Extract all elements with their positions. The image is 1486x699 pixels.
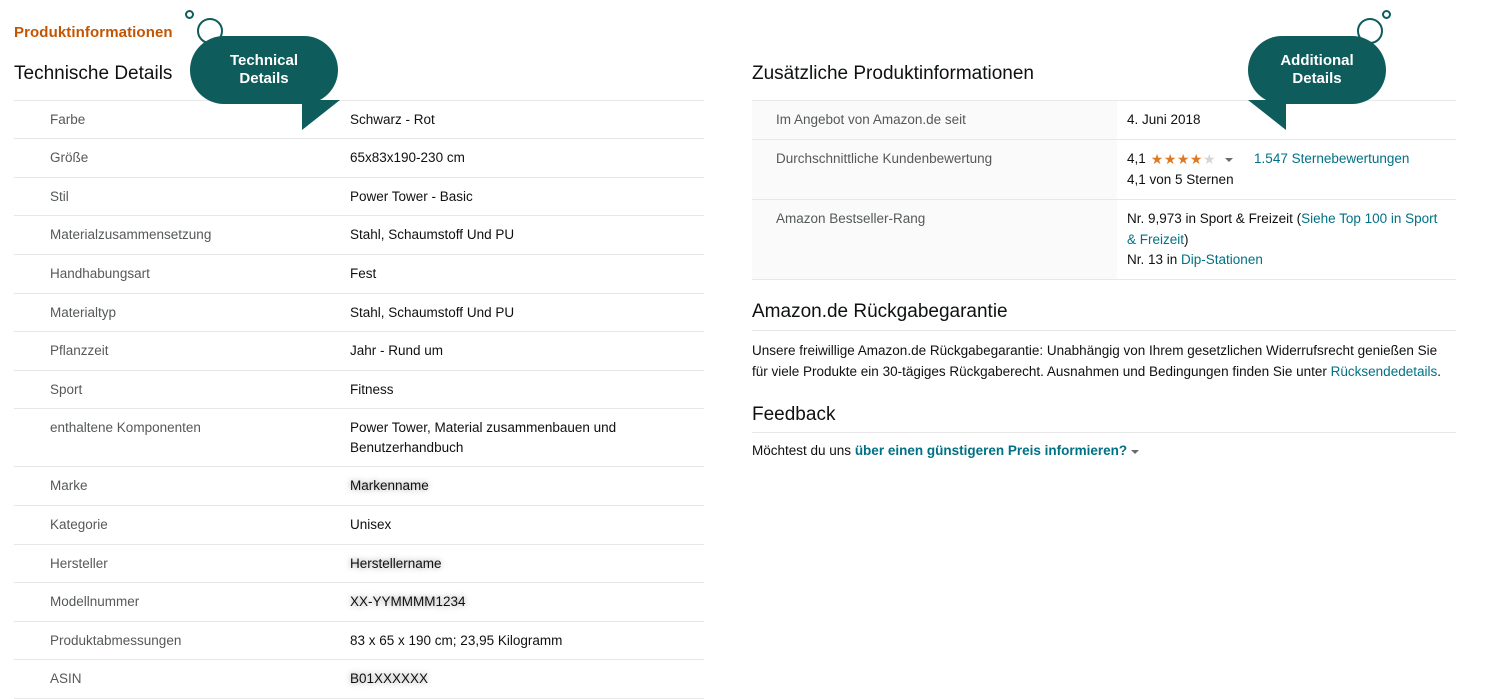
callout-tail <box>1248 100 1286 130</box>
table-row <box>14 100 704 139</box>
row-value-rating <box>1117 140 1456 200</box>
table-row <box>14 505 704 544</box>
return-details-link[interactable]: Rücksendedetails <box>1330 363 1438 379</box>
row-value: Stahl, Schaumstoff Und PU <box>350 304 515 320</box>
row-label: Amazon Bestseller-Rang <box>752 200 1117 280</box>
row-label: Sport <box>50 381 83 397</box>
callout-line-2: Details <box>239 70 289 87</box>
top-100-link[interactable]: Siehe Top 100 in Sport & Freizeit <box>1127 211 1438 247</box>
callout-bubble-circle-large-right <box>1357 18 1383 44</box>
row-label: Im Angebot von Amazon.de seit <box>752 100 1117 139</box>
row-label: Handhabungsart <box>50 266 150 281</box>
lower-price-link[interactable]: über einen günstigeren Preis informieren? <box>854 443 1128 459</box>
table-row <box>14 621 704 660</box>
table-row <box>14 332 704 371</box>
row-label: ASIN <box>50 671 82 687</box>
feedback-prefix: Möchtest du uns <box>752 443 855 459</box>
technical-details-title: Technische Details <box>14 63 173 84</box>
row-label: Materialzusammensetzung <box>50 227 212 243</box>
row-label: Produktabmessungen <box>50 632 182 648</box>
callout-technical-details <box>190 36 338 104</box>
row-value: Jahr - Rund um <box>350 343 444 359</box>
table-row <box>14 255 704 294</box>
page-section-label: Produktinformationen <box>14 24 173 41</box>
callout-additional-details <box>1248 36 1386 104</box>
callout-tail <box>302 100 340 130</box>
row-value: Schwarz - Rot <box>350 111 435 127</box>
dip-stations-link[interactable]: Dip-Stationen <box>1181 251 1263 267</box>
table-row <box>14 409 704 467</box>
additional-info-title: Zusätzliche Produktinformationen <box>752 63 1034 84</box>
row-value-redacted: B01XXXXXX <box>350 671 429 687</box>
row-label: Hersteller <box>50 555 108 571</box>
callout-line-1: Additional <box>1280 52 1354 69</box>
row-value: 4. Juni 2018 <box>1127 111 1201 127</box>
bestseller-sub-prefix: Nr. 13 in <box>1127 251 1182 267</box>
callout-line-1: Technical <box>229 52 299 69</box>
row-label: Größe <box>50 150 89 166</box>
row-label: Materialtyp <box>50 304 117 320</box>
row-label: Durchschnittliche Kundenbewertung <box>752 140 1117 200</box>
table-row <box>14 177 704 216</box>
guarantee-body-end: . <box>1437 363 1441 379</box>
table-row-rating <box>752 140 1456 200</box>
guarantee-body: Unsere freiwillige Amazon.de Rückgabegarantie: Unabhängig von Ihrem gesetzlichen Widerrufsrecht genießen Sie für viele Produkte ein 30-tägiges Rückgaberecht. Ausnahmen und Bedingungen finden Sie unter <box>752 342 1438 379</box>
row-label: Farbe <box>50 111 86 127</box>
table-row <box>14 216 704 255</box>
table-row <box>14 660 704 699</box>
feedback-prompt <box>752 443 1456 458</box>
callout-bubble-circle-small-left <box>185 10 194 19</box>
callout-bubble-circle-large-left <box>197 18 223 44</box>
row-label: Stil <box>50 188 69 204</box>
chevron-down-icon[interactable] <box>1225 158 1233 162</box>
row-value: 65x83x190-230 cm <box>350 150 465 166</box>
row-label: Pflanzzeit <box>50 343 109 359</box>
callout-line-2: Details <box>1292 70 1342 87</box>
technical-details-column <box>14 62 704 699</box>
row-value: Fest <box>350 266 377 281</box>
review-count-link[interactable]: 1.547 Sternebewertungen <box>1254 151 1410 167</box>
return-guarantee-text <box>752 341 1452 383</box>
callout-bubble-circle-small-right <box>1382 10 1391 19</box>
row-value-redacted: XX-YYMMMM1234 <box>350 594 466 610</box>
table-row <box>14 544 704 583</box>
row-value-bestseller <box>1117 200 1456 280</box>
bestseller-rank-line-1 <box>1127 209 1446 250</box>
technical-details-table <box>14 100 704 699</box>
row-label: enthaltene Komponenten <box>50 420 201 436</box>
bestseller-rank-line-2 <box>1127 250 1446 270</box>
bestseller-suffix: ) <box>1184 231 1189 247</box>
row-value: Unisex <box>350 516 392 532</box>
table-row-since <box>752 100 1456 139</box>
rating-widget[interactable] <box>1127 149 1446 170</box>
technical-details-body <box>14 100 704 698</box>
row-value: Power Tower - Basic <box>350 188 473 204</box>
table-row <box>14 139 704 178</box>
feedback-title: Feedback <box>752 403 1456 434</box>
row-value: Power Tower, Material zusammenbauen und Benutzerhandbuch <box>350 420 617 455</box>
additional-info-column <box>752 62 1456 458</box>
row-value: 83 x 65 x 190 cm; 23,95 Kilogramm <box>350 632 563 648</box>
row-value-redacted: Markenname <box>350 478 429 494</box>
row-label: Kategorie <box>50 516 108 532</box>
row-value: Fitness <box>350 381 394 397</box>
bestseller-prefix: Nr. 9,973 in Sport & Freizeit ( <box>1127 211 1302 227</box>
return-guarantee-title: Amazon.de Rückgabegarantie <box>752 300 1456 331</box>
table-row <box>14 370 704 409</box>
chevron-down-icon[interactable] <box>1131 450 1139 454</box>
row-value-redacted: Herstellername <box>350 555 442 571</box>
rating-out-of-text: 4,1 von 5 Sternen <box>1127 172 1234 187</box>
row-value: Stahl, Schaumstoff Und PU <box>350 227 515 243</box>
rating-value: 4,1 <box>1127 151 1146 167</box>
star-rating-icon: ★★★★★ <box>1150 151 1217 167</box>
row-label: Modellnummer <box>50 594 140 610</box>
row-label: Marke <box>50 478 88 494</box>
table-row <box>14 583 704 622</box>
table-row <box>14 467 704 506</box>
table-row <box>14 293 704 332</box>
table-row-bestseller <box>752 200 1456 280</box>
additional-info-table <box>752 100 1456 280</box>
